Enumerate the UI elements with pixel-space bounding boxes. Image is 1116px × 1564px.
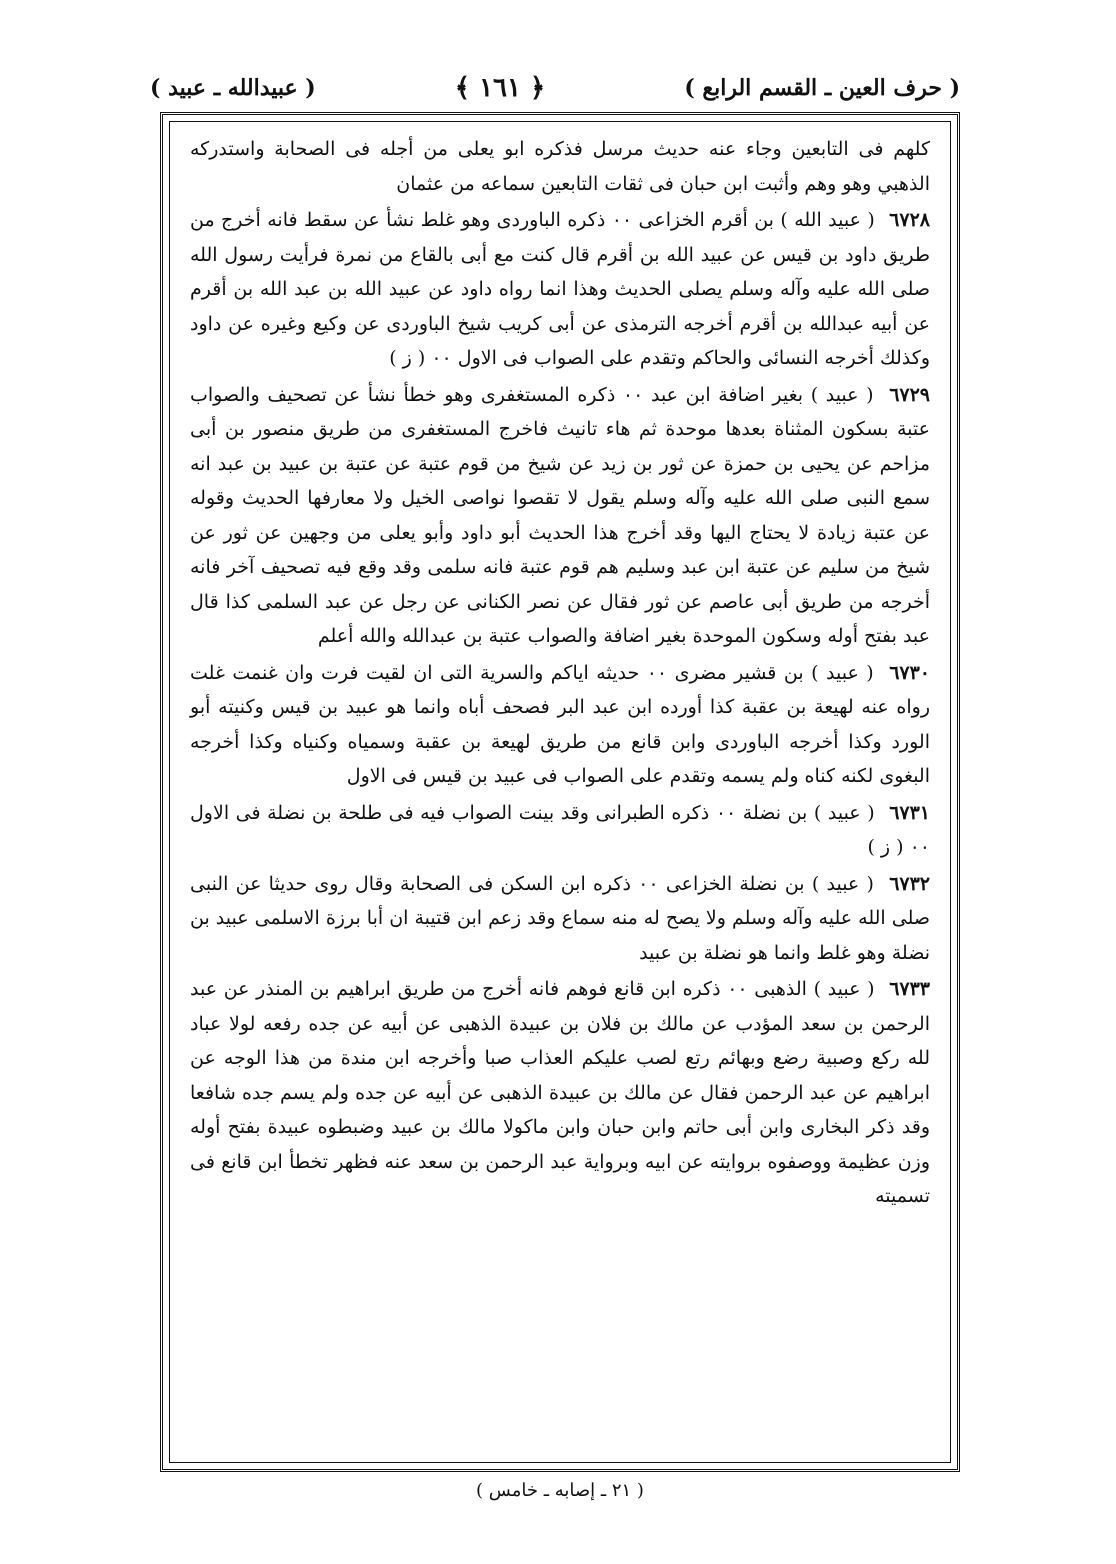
page-body bbox=[190, 132, 930, 1452]
entry-text: ( عبيد الله ) بن أقرم الخزاعى ٠٠ ذكره الباوردى وهو غلط نشأ عن سقط فانه أخرج من طريق داود بن قيس عن عبيد الله بن أقرم قال كنت مع أبى بالقاع من نمرة فرأيت رسول الله صلى الله عليه وآله وسلم يصلى الحديث وهذا انما رواه داود عن عبيد الله بن عبد الله بن أقرم عن أبيه عبدالله بن أقرم أخرجه الترمذى عن أبى كريب شيخ الباوردى عن وكيع وغيره عن داود وكذلك أخرجه النسائى والحاكم وتقدم على الصواب فى الاول ٠٠ ( ز ) bbox=[190, 209, 930, 369]
entry-6731 bbox=[190, 796, 930, 865]
entry-number: ٦٧٣٢ bbox=[889, 872, 931, 895]
page-header bbox=[150, 68, 960, 108]
entry-6730 bbox=[190, 656, 930, 794]
entry-6729 bbox=[190, 378, 930, 654]
entry-text: ( عبيد ) بن نضلة الخزاعى ٠٠ ذكره ابن السكن فى الصحابة وقال روى حديثا عن النبى صلى الله عليه وآله وسلم ولا يصح له منه سماع وقد زعم ابن قتيبة ان أبا برزة الاسلمى عبيد بن نضلة وهو غلط وانما هو نضلة بن عبيد bbox=[190, 872, 930, 964]
entry-text: ( عبيد ) بن قشير مضرى ٠٠ حديثه اياكم والسرية التى ان لقيت فرت وان غنمت غلت رواه عنه لهيعة بن عقبة كذا أورده ابن عبد البر فصحف أباه وانما هو عبيد بن قيس وكنيته أبو الورد وكذا أخرجه الباوردى وابن قانع من طريق لهيعة بن عقبة وسمياه وكنياه وكذا أخرجه البغوى لكنه كناه ولم يسمه وتقدم على الصواب فى عبيد بن قيس فى الاول bbox=[190, 661, 930, 787]
entry-number: ٦٧٣٣ bbox=[889, 978, 931, 1000]
entry-number: ٦٧٢٨ bbox=[889, 209, 930, 231]
entry-text: ( عبيد ) بغير اضافة ابن عبد ٠٠ ذكره المستغفرى وهو خطأ نشأ عن تصحيف والصواب عتبة بسكون المثناة بعدها موحدة ثم هاء تانيث فاخرج المستغفرى من طريق منصور بن أبى مزاحم عن يحيى بن حمزة عن ثور بن زيد عن شيخ من قوم عتبة عن عتبة بن عبيد بن عبد انه سمع النبى صلى الله عليه وآله وسلم يقول لا تقصوا نواصى الخيل ولا معارفها الحديث وقوله عن عتبة زيادة لا يحتاج اليها وقد أخرج هذا الحديث أبو داود وأبو يعلى من وجهين عن ثور عن شيخ من سليم عن عتبة ابن عبد وسليم هم قوم عتبة فانه سلمى وقد وقع فيه تصحيف آخر فانه أخرجه من طريق أبى عاصم عن ثور فقال عن نصر الكنانى عن رجل عن عبد السلمى كذا قال عبد بفتح أوله وسكون الموحدة بغير اضافة والصواب عتبة بن عبدالله والله أعلم bbox=[190, 383, 930, 647]
page-number: ﴿ ١٦١ ﴾ bbox=[454, 73, 546, 103]
header-section-title: ( حرف العين ـ القسم الرابع ) bbox=[684, 75, 960, 101]
entry-number: ٦٧٢٩ bbox=[889, 383, 931, 406]
intro-paragraph: كلهم فى التابعين وجاء عنه حديث مرسل فذكره ابو يعلى من أجله فى الصحابة واستدركه الذهبي وهو وهم وأثبت ابن حبان فى ثقات التابعين سماعه من عثمان bbox=[190, 138, 930, 195]
page-footer: ( ٢١ ـ إصابه ـ خامس ) bbox=[476, 1480, 644, 1501]
entry-6732 bbox=[190, 867, 930, 971]
entry-6728 bbox=[190, 203, 930, 376]
entry-number: ٦٧٣٠ bbox=[889, 661, 931, 684]
entry-number: ٦٧٣١ bbox=[889, 801, 931, 824]
entry-text: ( عبيد ) الذهبى ٠٠ ذكره ابن قانع فوهم فانه أخرج من طريق ابراهيم بن المنذر عن عبد الرحمن بن سعد المؤدب عن مالك بن فلان بن عبيدة الذهبى عن أبيه عن جده رفعه لولا عباد لله ركع وصبية رضع وبهائم رتع لصب عليكم العذاب صبا وأخرجه ابن مندة من هذا الوجه عن ابراهيم عن عبد الرحمن فقال عن مالك بن عبيدة الذهبى عن أبيه عن جده ولم يسم جده شافعا وقد ذكر البخارى وابن أبى حاتم وابن حبان وابن ماكولا مالك بن عبيد وضبطوه عبيدة بفتح أوله وزن عظيمة ووصفوه بروايته عن ابيه وبرواية عبد الرحمن بن سعد عنه فظهر تخطأ ابن قانع فى تسميته bbox=[190, 978, 930, 1207]
page-frame-inner bbox=[169, 121, 951, 1463]
header-running-title: ( عبيدالله ـ عبيد ) bbox=[150, 75, 316, 101]
entry-text: ( عبيد ) بن نضلة ٠٠ ذكره الطبرانى وقد بينت الصواب فيه فى طلحة بن نضلة فى الاول ٠٠ ( ز ) bbox=[190, 801, 930, 858]
page-frame bbox=[160, 112, 960, 1472]
entry-6733 bbox=[190, 972, 930, 1214]
